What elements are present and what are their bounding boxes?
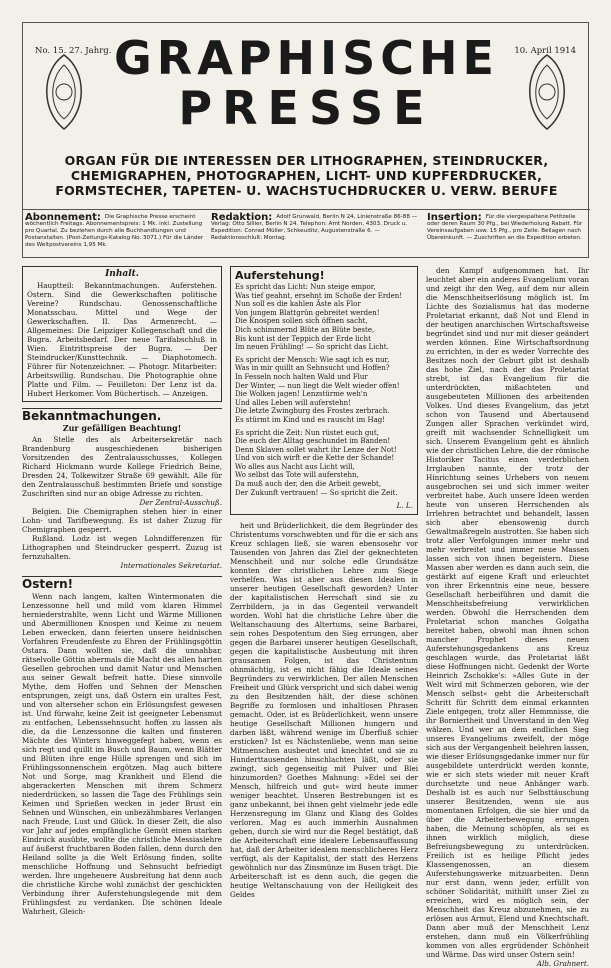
- poem-line: Da muß auch der, den die Arbeit gewebt,: [235, 480, 382, 489]
- abonnement-block: [25, 214, 205, 249]
- poem-title: Auferstehung!: [235, 269, 325, 282]
- poem-line: Denn Sklaven sollet wahrt ihr Lenze der Not!: [235, 445, 397, 454]
- poem-stanza-2: [235, 356, 413, 425]
- poem-line: Die Wolken jagen! Lenzstürme weh'n: [235, 390, 368, 399]
- article-author: Alb. Grahnert.: [536, 959, 589, 968]
- notices-para2: Belgien. Die Chemigraphen stehen hier in einer Lohn- und Tarifbewegung. Es ist daher Zuzug für Chemigraphen gesperrt.: [22, 507, 222, 534]
- column-left: [22, 266, 222, 916]
- left-ornament-icon: [31, 51, 97, 133]
- abonnement-text: Die Graphische Presse erscheint wöchentlich Freitags. Abonnementspreis: 1 Mk. inkl. Zustellung pro Quartal. Zu beziehen durch alle Buchhandlungen und Postanstalten. (Post-Zeitungs-Katalog No. 3071.) Für die Länder des Weltpostvereins 1,95 Mk.: [25, 214, 204, 248]
- subtitle-line2: CHEMIGRAPHEN, PHOTOGRAPHEN, LICHT- UND KUPFERDRUCKER,: [70, 168, 543, 183]
- notices-subtitle: Zur gefälligen Beachtung!: [62, 423, 182, 433]
- poem-line: Es stürmt im Kind und es rauscht im Hag!: [235, 415, 386, 424]
- column-right: [426, 266, 589, 968]
- article-right-text: den Kampf aufgenommen hat. Ihr leuchtet aber ein anderes Evangelium voran und zeigt ihr den Weg, auf dem nur allein die Menschheitserlösung möglich ist. Im Lichte des Sozialismus hat das moderne Proletariat erkannt, daß Not und Elend in der heutigen anarchischen Wirtschaftsweise begründet sind und nur mit dieser geändert werden können. Eine Wirtschaftsordnung zu errichten, in der es weder Vorrechte des Besitzes noch der Geburt gibt ist deshalb das hohe Ziel, nach der das Proletariat strebt, ist das Evangelium für die unterdrückten, mißachteten und ausgebeuteten Millionen des arbeitenden Volkes. Und dieses Evangelium, das jetzt schon von Tausend und Abertausend Zungen aller Sprachen verkündet wird, greift mit wachsender Schnelligkeit um sich. Unserem Evangelium geht es ähnlich wie der christlichen Lehre, die der römische Historiker Tacitus einen verderblichen Irrglauben nannte, der trotz der Hinrichtung seines Urhebers von neuem ausgebrochen sei und sich immer weiter verbreitet habe. Auch unsere Ideen werden heute von unseren Herrschenden als Irrlehren betrachtet und behandelt, lassen sich aber ebensowenig durch Gewaltmaßregeln austrotten. Sie haben sich trotz aller Verfolgungen immer mehr und mehr verbreitet und immer neue Massen lassen sich von ihnen begeistern. Diese Massen aber werden es dann auch sein, die gestärkt auf eigene Kraft und erleuchtet von ihrer Erkenntnis eine neue, bessere Gesellschaft herbeiführen und damit die Menschheitsbefreiung verwirklichen werden. Obwohl die Herrschenden dem Proletariat schon manches Golgatha bereitet haben, obwohl man ihnen schon mancher Prophet dieses neuen Auferstehungsgedankens ans Kreuz geschlagen wurde, das Proletariat läßt diese Hoffnungen nicht. Gedenkt der Worte Heinrich Zschokke's: »Alles Gute in der Welt wird mit Schmerzen geboren, wie der Mensch selbst« geht die Arbeiterschaft Schritt für Schritt dem einmal erkannten Ziele entgegen, trotz aller Hemmnisse, die ihr Borniertheit und Unverstand in den Weg wälzen. Und wer an dem endlichen Sieg unseres Evangeliums zweifelt, der möge sich aus der Vergangenheit belehren lassen, wie dieser Erlösungsgedanke immer nur für ausgebildete unterdrückt werden konnte, wie er sich stets wieder mit neuer Kraft durchsetzte und neue Anhänger warb. Deshalb ist es auch nur Selbsttäuschung unserer Besitzenden, wenn sie aus momentanen Erfolgen, die sie hier und da über die Arbeiterbewegung errungen haben, die Meinung schöpfen, als sei es ihnen wirklich möglich, diese Befreiungsbewegung zu unterdrücken. Freilich ist es heilige Pflicht jedes Klassengenossen, an diesem Auferstehungswerke mitzuarbeiten. Denn nur erst dann, wenn jeder, erfüllt von schöner Solidarität, mithilft unser Ziel zu erreichen, wird es möglich sein, der Menschheit das Kreuz abzunehmen, sie zu erlösen aus Armut, Elend und Knechtschaft. Dann aber muß der Menschheit Lenz erstehen, dann muß ein Völkerfrühling kommen von alles ergrüdender Schönheit und Wärme. Das wird unser Ostern sein!: [426, 266, 589, 959]
- poem-line: Es spricht der Mensch: Wie sagt ich es nur,: [235, 355, 390, 364]
- poem-line: Bis kunt ist der Teppich der Erde licht: [235, 334, 371, 343]
- column-middle: [230, 266, 418, 899]
- poem-box: [230, 266, 418, 515]
- contents-text: Hauptteil: Bekanntmachungen. Auferstehen. Ostern. Sind die Gewerkschaften politische Vereine? Rundschau. Genossenschaftliche Monatsschau. Mittel und Wege der Gewerkschaften. II. Das Armenrecht. — Allgemeines: Die Leipziger Kollegenschaft und die Bugra. Arbeitsbedarf. Der neue Tarifabschluß in Wien. Eintrittspreise der Bugra. — Der Steindrucker/Kunsttechnik. — Diaphotomech. Führer für Notenzeichner. — Photogr. Mitarbeiter: Arbeitswillig. Rundschau. Die Photographie ohne Platte und Film. — Feuilleton: Der Lenz ist da. Hubert Herkomer. Vom Büchertisch. — Anzeigen.: [27, 281, 217, 398]
- masthead-title: [103, 31, 510, 135]
- notices-sign1: Der Zentral-Ausschuß.: [139, 498, 222, 507]
- poem-line: Was tief geahnt, ersehnt im Schoße der Erden!: [235, 291, 403, 300]
- poem-line: Wo alles aus Nacht aus Licht will,: [235, 462, 355, 471]
- poem-line: Der Zukunft vertrauen! — So spricht die Zeit.: [235, 488, 398, 497]
- redaktion-heading: Redaktion:: [211, 212, 273, 223]
- masthead-frame: [22, 22, 589, 258]
- masthead-line2: PRESSE: [178, 81, 435, 135]
- issue-number: No. 15. 27. Jahrg.: [35, 46, 112, 56]
- redaktion-text: Adolf Grunwald, Berlin N 24, Linienstraße 86-88 — Verlag: Otto Sillier, Berlin N 24. Telephon: Amt Norden, 4303. Druck u. Expedition: Conrad Müller, Schkeuditz, Augustenstraße 6. — Redaktionsschluß: Montag.: [211, 214, 418, 241]
- masthead-line1: GRAPHISCHE: [114, 31, 499, 85]
- poem-stanza-3: [235, 429, 413, 498]
- notices-para1: An Stelle des als Arbeitersekretär nach Brandenburg ausgeschiedenen bisherigen Vorsitzenden des Zentralausschusses, Kollegen Richard Hickmann wurde Kollege Friedrich Beine, Dresden 24, Tolkewitzer Straße 69 gewählt. Alle für den Zentralausschuß bestimmten Briefe und sonstige Zuschriften sind nur an obige Adresse zu richten.: [22, 435, 222, 498]
- notices-para3: Rußland. Lodz ist wegen Lohndifferenzen für Lithographen und Steindrucker gesperrt. Zuzug ist fernzuhalten.: [22, 534, 222, 561]
- notices-sign2: Internationales Sekretariat.: [120, 561, 222, 570]
- poem-line: Was in mir quillt an Sehnsucht und Hoffen?: [235, 364, 390, 373]
- poem-line: Die euch der Alltag geschundet im Banden!: [235, 437, 391, 446]
- poem-line: Nun soll es die kahlen Äste als Flor: [235, 300, 361, 309]
- poem-line: Wo selbst das Tote will auferstehn,: [235, 471, 359, 480]
- poem-line: Und von sich wirft er die Kette der Schande!: [235, 454, 395, 463]
- insertion-text: Für die viergespaltene Petitzeile oder deren Raum 30 Pfg., bei Wiederholung Rabatt. Für Vereinsaufgaben usw. 15 Pfg., pro Zeile. Beilagen nach Übereinkunft. — Zuschriften an die Expedition erbeten.: [427, 214, 583, 241]
- poem-line: Von jungem Blattgrün gebreitet werden!: [235, 308, 380, 317]
- poem-sign: L. L.: [396, 501, 413, 511]
- issue-date: 10. April 1914: [514, 46, 576, 56]
- insertion-heading: Insertion:: [427, 212, 482, 223]
- masthead-subtitle: [23, 153, 590, 198]
- poem-line: Dich schimmernd Blüte an Blüte beste,: [235, 325, 375, 334]
- poem-line: Die Knospen sollen sich öffnen sacht,: [235, 317, 368, 326]
- contents-box: [22, 266, 222, 402]
- article-middle-text: heit und Brüderlichkeit, die dem Begründer des Christentums vorschwebten und für die er sich ans Kreuz schlagen ließ, sie waren ebensosehr vor Tausenden von Jahren das Ziel der geknechteten Menschheit und nur solche edle Grundsätze konnten der christlichen Lehre zum Siege verhelfen. Was ist aber aus diesen Idealen in unserer heutigen Gesellschaft geworden? Unter der kapitalistischen Herrschaft sind sie zu Zerrbildern, ja in das Gegenteil verwandelt worden. Wohl hat die christliche Lehre über die Weltanschauung des Altertums, seine Barbarei, sein rohes Despotentum den Sieg errungen, aber gegen die Barbarei unserer heutigen Gesellschaft, gegen die kapitalistische Ausbeutung mit ihren grausamen Folgen, ist das Christentum ohnmächtig, ist es nicht fähig die Ideale seines Begründers zu verwirklichen. Der allen Menschen Freiheit und Glück verspricht und sich dabei wenig zu den Besitzenden hält, der diese schönen Begriffe zu formlosen und inhaltlosen Phrasen gemacht. Oder, ist es Brüderlichkeit, wenn unsere heutige Gesellschaft Millionen hungern und darben läßt, während wenige im Überfluß schier ersticken? Ist es Nächstenliebe, wenn man seine Mitmenschen ausbeutet und knechtet und sie zu Hunderttausenden hinschlachten läßt, oder sie zwingt, sich gegenseitig mit Pulver und Blei hinzumorden? Goethes Mahnung: »Edel sei der Mensch, hilfreich und gut« wird heute immer weniger beachtet. Unseren Bestrebungen ist es ganz unbekannt, bei ihnen geht vielmehr jede edle Herzensregung im Glanz und Klang des Goldes verloren. Mag es auch immerhin Ausnahmen geben, durch sie wird nur die Regel bestätigt, daß die Arbeiterschaft eine idealere Lebensauffassung hat, daß der Arbeiter idealem menschlicheres Herz verfügt, als der Kapitalist, der statt des Herzens gewöhnlich nur das Zinsmünze im Busen trägt. Die Arbeiterschaft ist es denn auch, die gegen die heutige Weltanschauung von der Heiligkeit des Geldes: [230, 521, 418, 900]
- poem-line: In Fesseln noch halten Wald und Flur: [235, 372, 368, 381]
- newspaper-page: [22, 22, 589, 968]
- redaktion-block: [211, 214, 421, 242]
- poem-line: Im neuen Frühling! — So spricht das Licht.: [235, 343, 389, 352]
- poem-line: Es spricht das Licht: Nun steige empor,: [235, 283, 376, 291]
- poem-line: Es spricht die Zeit: Nun rüstet euch gut,: [235, 428, 379, 437]
- easter-text: Wenn nach langem, kalten Wintermonaten die Lenzessonne hell und mild vom klaren Himmel herniederstrahlte, wenn Licht und Wärme Millionen und Abermillionen Knospen und Keime zu neuem Leben erwecken, dann feierten unsere heidnischen Vorfahren Freudenfeste zu Ehren der Frühlingsgöttin Ostara. Dann wollten sie, daß die unnahbar, rätselvolle Göttin abermals die Macht des allen harten Gesellen gebrochen und damit Natur und Menschen aus seiner Gewalt befreit hatte. Diese sinnvolle Mythe, dem Hoffen und Sehnen der Menschen entsprungen, zeigt uns, daß Ostern ein uraltes Fest, und von alterseher schon ein Erlösungsfest gewesen ist. Und fürwahr, keine Zeit ist geeigneter Lebensmut zu entfachen, Lebenssehnsucht hoffen zu lassen als die, da die Lenzessonne die kalten und finsteren Mächte des Winters hinweggefegt haben, wenn es sich regt und quillt im Busch und Baum, wenn Blätter und Blüten ihre enge Hülle sprengen und sich im Frühlingssonnenschein ergötzen. Mag auch bittere Not und Sorge, mag Krankheit und Elend die abgerackerten Menschen mit ihrem Schmerz niederdrücken, so lassen die Tage des Frühlings sein Keimen und Sprießen wecken in jeder Brust ein Sehnen und Wünschen, ein unbezähmbares Verlangen nach Freude, Lust und Glück. In dieser Zeit, die also vor Jahr auf jedes empfängliche Gemüt einen starken Eindruck ausübte, wollte die christliche Messiaslehre auf äußerst fruchtbaren Boden fallen, denn durch den Heiland sollte ja die Welt Erlösung finden, sollte menschliche Hoffnung und Sehnsucht befriedigt werden. Ihre ungeheuere Ausbreitung hat denn auch die christliche Kirche wohl zunächst der geschickten Verbindung ihrer Auferstehungslegende mit dem Frühlingsfest zu verdanken. Die schönen Ideale Wahrheit, Gleich-: [22, 592, 222, 916]
- right-ornament-icon: [514, 51, 580, 133]
- easter-title: Ostern!: [22, 576, 222, 589]
- poem-line: Die letzte Zwingburg des Frostes zerbrach.: [235, 407, 390, 416]
- info-bar: [23, 209, 590, 260]
- subtitle-line1: ORGAN FÜR DIE INTERESSEN DER LITHOGRAPHEN, STEINDRUCKER,: [64, 153, 549, 168]
- poem-stanza-1: [235, 283, 413, 352]
- contents-heading: Inhalt.: [105, 269, 139, 279]
- subtitle-line3: FORMSTECHER, TAPETEN- U. WACHSTUCHDRUCKER U. VERW. BERUFE: [55, 183, 558, 198]
- poem-line: Und alles Leben will auferstehn!: [235, 398, 351, 407]
- notices-title: Bekanntmachungen.: [22, 408, 222, 421]
- poem-line: Der Winter, — nun liegt die Welt wieder offen!: [235, 381, 400, 390]
- abonnement-heading: Abonnement:: [25, 212, 101, 223]
- insertion-block: [427, 214, 587, 242]
